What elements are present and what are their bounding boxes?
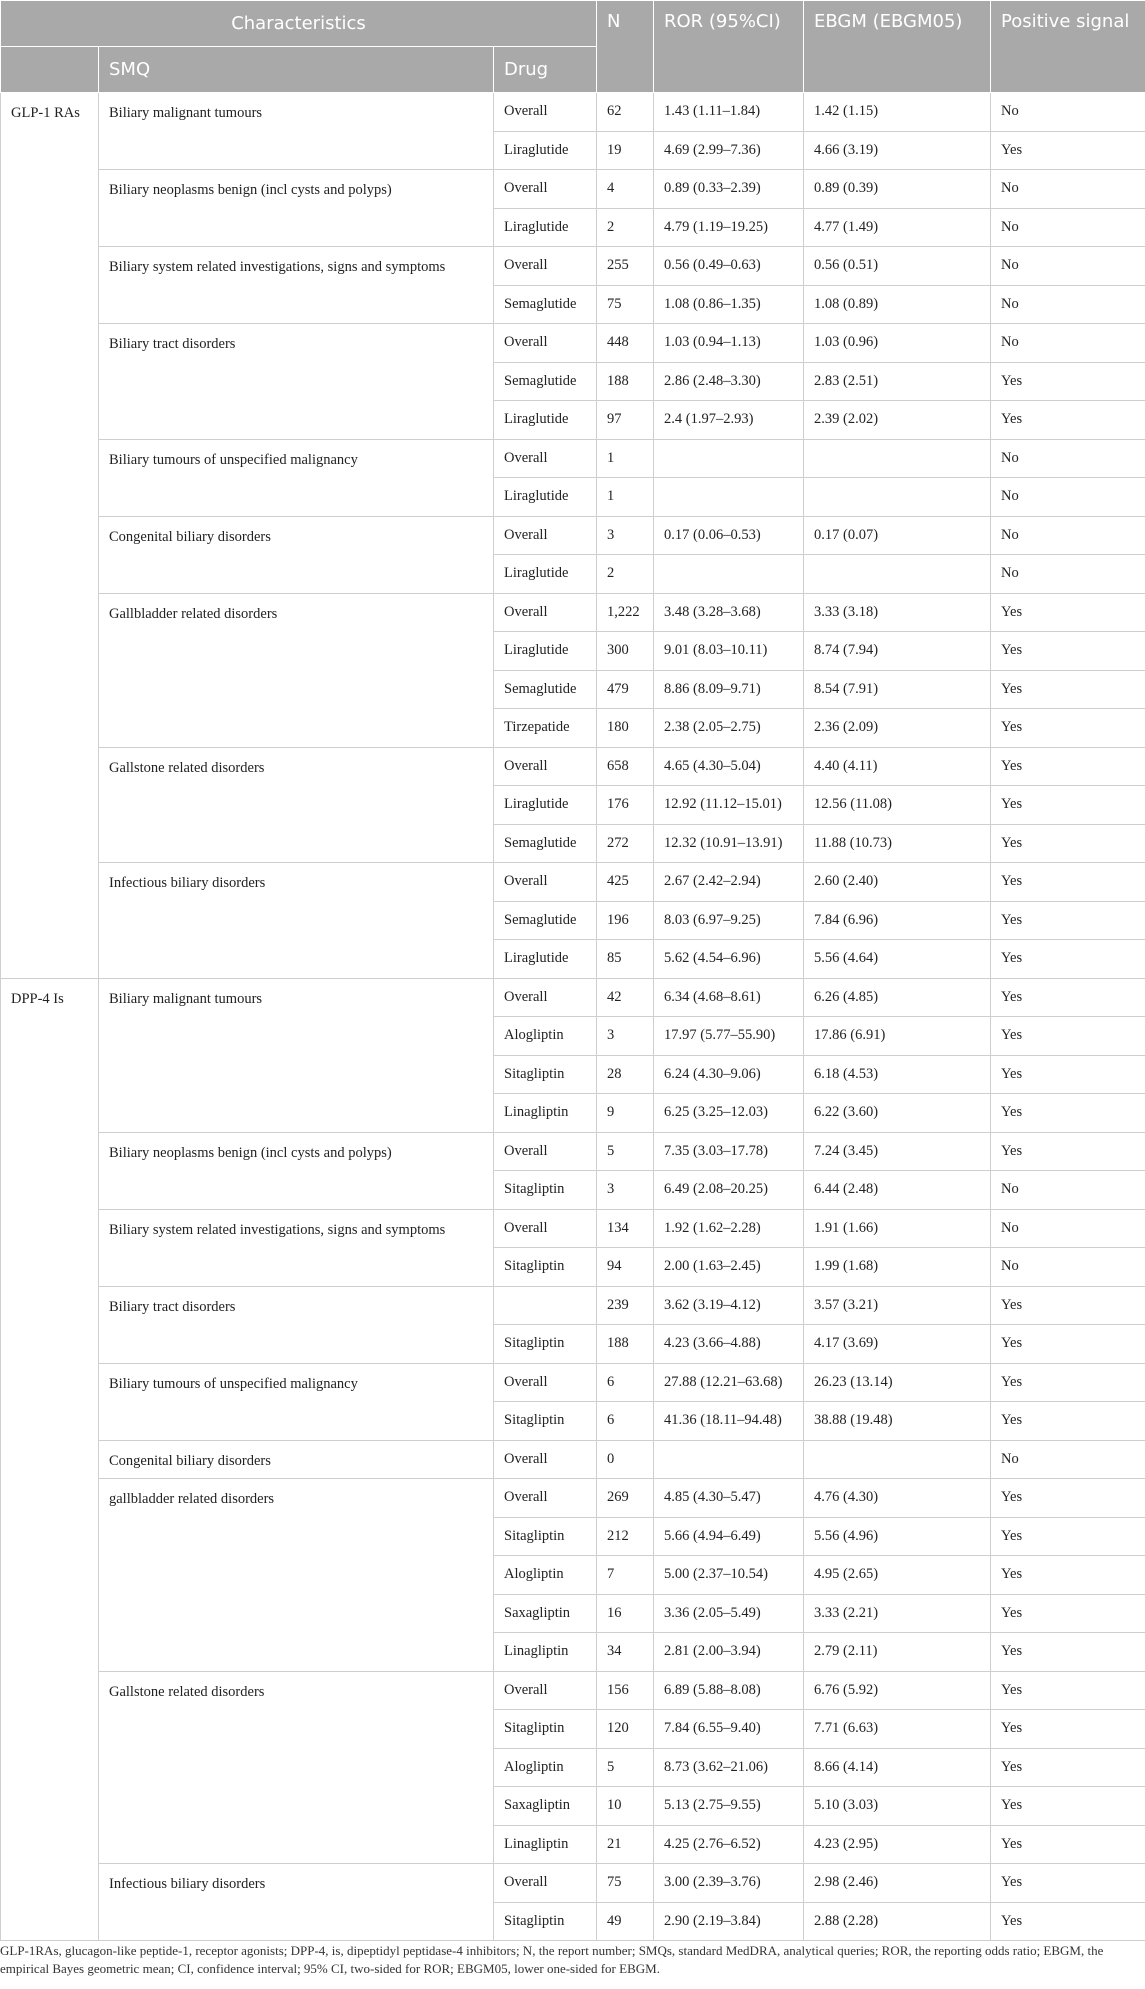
ror-cell: 5.13 (2.75–9.55) — [654, 1787, 804, 1826]
signal-cell: No — [991, 516, 1145, 555]
ebgm-cell — [804, 555, 991, 594]
signal-cell: Yes — [991, 1594, 1145, 1633]
signal-cell: No — [991, 208, 1145, 247]
n-cell: 75 — [597, 1864, 654, 1903]
signal-cell: No — [991, 1440, 1145, 1479]
ebgm-cell: 4.17 (3.69) — [804, 1325, 991, 1364]
table-row — [1, 324, 1145, 363]
ror-cell: 4.69 (2.99–7.36) — [654, 131, 804, 170]
drug-cell: Saxagliptin — [494, 1594, 597, 1633]
table-row — [1, 516, 1145, 555]
signal-cell: Yes — [991, 1479, 1145, 1518]
smq-cell: Gallstone related disorders — [99, 1671, 494, 1864]
signal-cell: Yes — [991, 1787, 1145, 1826]
drug-cell: Liraglutide — [494, 401, 597, 440]
drug-cell: Overall — [494, 747, 597, 786]
header-ror: ROR (95%CI) — [654, 1, 804, 93]
ebgm-cell: 4.95 (2.65) — [804, 1556, 991, 1595]
drug-cell: Liraglutide — [494, 555, 597, 594]
n-cell: 272 — [597, 824, 654, 863]
ror-cell — [654, 478, 804, 517]
ror-cell: 0.56 (0.49–0.63) — [654, 247, 804, 286]
drug-cell: Liraglutide — [494, 632, 597, 671]
drug-cell: Overall — [494, 93, 597, 132]
smq-cell: Biliary tumours of unspecified malignancy — [99, 1363, 494, 1440]
drug-cell: Overall — [494, 593, 597, 632]
n-cell: 7 — [597, 1556, 654, 1595]
drug-class-cell: GLP-1 RAs — [1, 93, 99, 979]
drug-cell: Alogliptin — [494, 1556, 597, 1595]
smq-cell: Infectious biliary disorders — [99, 1864, 494, 1941]
ror-cell: 41.36 (18.11–94.48) — [654, 1402, 804, 1441]
n-cell: 3 — [597, 516, 654, 555]
table-row — [1, 439, 1145, 478]
n-cell: 176 — [597, 786, 654, 825]
ror-cell: 7.84 (6.55–9.40) — [654, 1710, 804, 1749]
table-row — [1, 93, 1145, 132]
ebgm-cell: 7.71 (6.63) — [804, 1710, 991, 1749]
ebgm-cell: 26.23 (13.14) — [804, 1363, 991, 1402]
drug-cell: Semaglutide — [494, 670, 597, 709]
smq-cell: Biliary neoplasms benign (incl cysts and polyps) — [99, 1132, 494, 1209]
ebgm-cell: 2.79 (2.11) — [804, 1633, 991, 1672]
drug-cell: Sitagliptin — [494, 1325, 597, 1364]
ebgm-cell: 0.89 (0.39) — [804, 170, 991, 209]
drug-cell: Sitagliptin — [494, 1171, 597, 1210]
ebgm-cell: 6.26 (4.85) — [804, 978, 991, 1017]
ror-cell — [654, 1440, 804, 1479]
signal-cell: Yes — [991, 1633, 1145, 1672]
signal-cell: Yes — [991, 1132, 1145, 1171]
ebgm-cell: 2.88 (2.28) — [804, 1902, 991, 1941]
n-cell: 97 — [597, 401, 654, 440]
ror-cell: 6.49 (2.08–20.25) — [654, 1171, 804, 1210]
table-row — [1, 863, 1145, 902]
table-row — [1, 170, 1145, 209]
n-cell: 156 — [597, 1671, 654, 1710]
n-cell: 212 — [597, 1517, 654, 1556]
signal-cell: No — [991, 93, 1145, 132]
n-cell: 658 — [597, 747, 654, 786]
n-cell: 19 — [597, 131, 654, 170]
ebgm-cell: 1.08 (0.89) — [804, 285, 991, 324]
n-cell: 134 — [597, 1209, 654, 1248]
signal-cell: Yes — [991, 1556, 1145, 1595]
n-cell: 479 — [597, 670, 654, 709]
signal-cell: No — [991, 247, 1145, 286]
table-header — [1, 1, 1145, 93]
ror-cell: 2.38 (2.05–2.75) — [654, 709, 804, 748]
n-cell: 1 — [597, 478, 654, 517]
ebgm-cell: 2.39 (2.02) — [804, 401, 991, 440]
drug-cell: Saxagliptin — [494, 1787, 597, 1826]
ror-cell: 2.81 (2.00–3.94) — [654, 1633, 804, 1672]
drug-cell: Semaglutide — [494, 901, 597, 940]
signal-cell: Yes — [991, 1055, 1145, 1094]
ebgm-cell: 3.33 (3.18) — [804, 593, 991, 632]
ror-cell: 6.25 (3.25–12.03) — [654, 1094, 804, 1133]
drug-cell: Semaglutide — [494, 285, 597, 324]
ebgm-cell: 5.10 (3.03) — [804, 1787, 991, 1826]
table-row — [1, 747, 1145, 786]
drug-cell: Linagliptin — [494, 1633, 597, 1672]
n-cell: 5 — [597, 1132, 654, 1171]
ror-cell — [654, 439, 804, 478]
drug-cell: Liraglutide — [494, 786, 597, 825]
signal-cell: Yes — [991, 940, 1145, 979]
smq-cell: Biliary tract disorders — [99, 1286, 494, 1363]
ebgm-cell: 1.42 (1.15) — [804, 93, 991, 132]
signal-cell: Yes — [991, 824, 1145, 863]
signal-cell: No — [991, 1209, 1145, 1248]
smq-cell: Biliary malignant tumours — [99, 93, 494, 170]
n-cell: 10 — [597, 1787, 654, 1826]
ebgm-cell: 38.88 (19.48) — [804, 1402, 991, 1441]
ebgm-cell: 8.54 (7.91) — [804, 670, 991, 709]
table-body — [1, 93, 1145, 1941]
drug-cell: Sitagliptin — [494, 1517, 597, 1556]
table-row — [1, 1286, 1145, 1325]
smq-cell: Biliary malignant tumours — [99, 978, 494, 1132]
signal-cell: Yes — [991, 901, 1145, 940]
table-row — [1, 247, 1145, 286]
ror-cell: 4.25 (2.76–6.52) — [654, 1825, 804, 1864]
drug-cell: Alogliptin — [494, 1748, 597, 1787]
ror-cell: 4.85 (4.30–5.47) — [654, 1479, 804, 1518]
ror-cell: 5.66 (4.94–6.49) — [654, 1517, 804, 1556]
ebgm-cell: 6.76 (5.92) — [804, 1671, 991, 1710]
signal-cell: No — [991, 478, 1145, 517]
ror-cell: 2.90 (2.19–3.84) — [654, 1902, 804, 1941]
signal-cell: No — [991, 555, 1145, 594]
ebgm-cell: 8.74 (7.94) — [804, 632, 991, 671]
n-cell: 255 — [597, 247, 654, 286]
n-cell: 0 — [597, 1440, 654, 1479]
ror-cell — [654, 555, 804, 594]
ror-cell: 1.43 (1.11–1.84) — [654, 93, 804, 132]
smq-cell: Biliary system related investigations, signs and symptoms — [99, 247, 494, 324]
ror-cell: 0.17 (0.06–0.53) — [654, 516, 804, 555]
signal-cell: Yes — [991, 709, 1145, 748]
signal-cell: Yes — [991, 747, 1145, 786]
header-ebgm: EBGM (EBGM05) — [804, 1, 991, 93]
ebgm-cell: 6.22 (3.60) — [804, 1094, 991, 1133]
signal-cell: Yes — [991, 670, 1145, 709]
ror-cell: 4.79 (1.19–19.25) — [654, 208, 804, 247]
drug-cell: Overall — [494, 978, 597, 1017]
signal-cell: Yes — [991, 1325, 1145, 1364]
signal-cell: Yes — [991, 1671, 1145, 1710]
ebgm-cell: 0.56 (0.51) — [804, 247, 991, 286]
ebgm-cell: 2.36 (2.09) — [804, 709, 991, 748]
smq-cell: Biliary neoplasms benign (incl cysts and polyps) — [99, 170, 494, 247]
drug-cell: Overall — [494, 1209, 597, 1248]
smq-cell: Gallstone related disorders — [99, 747, 494, 863]
header-row-1 — [1, 1, 1145, 47]
drug-cell: Overall — [494, 1440, 597, 1479]
drug-cell: Semaglutide — [494, 824, 597, 863]
smq-cell: gallbladder related disorders — [99, 1479, 494, 1672]
ror-cell: 1.92 (1.62–2.28) — [654, 1209, 804, 1248]
signal-cell: No — [991, 439, 1145, 478]
drug-cell: Tirzepatide — [494, 709, 597, 748]
drug-cell: Liraglutide — [494, 131, 597, 170]
ebgm-cell: 4.77 (1.49) — [804, 208, 991, 247]
n-cell: 16 — [597, 1594, 654, 1633]
header-drug: Drug — [494, 47, 597, 93]
n-cell: 34 — [597, 1633, 654, 1672]
ror-cell: 2.86 (2.48–3.30) — [654, 362, 804, 401]
signal-cell: Yes — [991, 1710, 1145, 1749]
drug-cell: Linagliptin — [494, 1825, 597, 1864]
drug-cell: Semaglutide — [494, 362, 597, 401]
signal-cell: Yes — [991, 1286, 1145, 1325]
drug-cell: Sitagliptin — [494, 1055, 597, 1094]
signal-cell: Yes — [991, 978, 1145, 1017]
header-n: N — [597, 1, 654, 93]
table-row — [1, 1440, 1145, 1479]
drug-cell: Overall — [494, 1864, 597, 1903]
header-characteristics: Characteristics — [1, 1, 597, 47]
n-cell: 1,222 — [597, 593, 654, 632]
ebgm-cell: 7.24 (3.45) — [804, 1132, 991, 1171]
header-blank — [1, 47, 99, 93]
drug-cell: Overall — [494, 439, 597, 478]
ror-cell: 8.86 (8.09–9.71) — [654, 670, 804, 709]
smq-cell: Biliary tract disorders — [99, 324, 494, 440]
ebgm-cell: 6.18 (4.53) — [804, 1055, 991, 1094]
signal-cell: Yes — [991, 1363, 1145, 1402]
ror-cell: 8.03 (6.97–9.25) — [654, 901, 804, 940]
table-row — [1, 1209, 1145, 1248]
ror-cell: 4.65 (4.30–5.04) — [654, 747, 804, 786]
signal-cell: No — [991, 1248, 1145, 1287]
drug-cell: Liraglutide — [494, 940, 597, 979]
n-cell: 94 — [597, 1248, 654, 1287]
drug-cell: Linagliptin — [494, 1094, 597, 1133]
n-cell: 49 — [597, 1902, 654, 1941]
signal-cell: No — [991, 1171, 1145, 1210]
ebgm-cell: 2.98 (2.46) — [804, 1864, 991, 1903]
ror-cell: 9.01 (8.03–10.11) — [654, 632, 804, 671]
ebgm-cell — [804, 1440, 991, 1479]
n-cell: 62 — [597, 93, 654, 132]
signal-cell: No — [991, 324, 1145, 363]
drug-cell: Overall — [494, 1479, 597, 1518]
signal-cell: Yes — [991, 632, 1145, 671]
ror-cell: 6.89 (5.88–8.08) — [654, 1671, 804, 1710]
n-cell: 6 — [597, 1363, 654, 1402]
n-cell: 300 — [597, 632, 654, 671]
signal-cell: Yes — [991, 1748, 1145, 1787]
ror-cell: 5.62 (4.54–6.96) — [654, 940, 804, 979]
signal-cell: Yes — [991, 863, 1145, 902]
ebgm-cell: 3.33 (2.21) — [804, 1594, 991, 1633]
n-cell: 239 — [597, 1286, 654, 1325]
ebgm-cell: 2.60 (2.40) — [804, 863, 991, 902]
ror-cell: 5.00 (2.37–10.54) — [654, 1556, 804, 1595]
n-cell: 3 — [597, 1017, 654, 1056]
ebgm-cell: 4.66 (3.19) — [804, 131, 991, 170]
n-cell: 196 — [597, 901, 654, 940]
signal-cell: No — [991, 285, 1145, 324]
ebgm-cell: 11.88 (10.73) — [804, 824, 991, 863]
ror-cell: 4.23 (3.66–4.88) — [654, 1325, 804, 1364]
signal-cell: No — [991, 170, 1145, 209]
drug-cell: Liraglutide — [494, 208, 597, 247]
smq-cell: Congenital biliary disorders — [99, 516, 494, 593]
ror-cell: 1.08 (0.86–1.35) — [654, 285, 804, 324]
n-cell: 21 — [597, 1825, 654, 1864]
n-cell: 2 — [597, 555, 654, 594]
n-cell: 269 — [597, 1479, 654, 1518]
drug-cell: Overall — [494, 170, 597, 209]
drug-cell: Sitagliptin — [494, 1902, 597, 1941]
signal-cell: Yes — [991, 593, 1145, 632]
ebgm-cell: 1.91 (1.66) — [804, 1209, 991, 1248]
signal-cell: Yes — [991, 1017, 1145, 1056]
n-cell: 5 — [597, 1748, 654, 1787]
smq-cell: Gallbladder related disorders — [99, 593, 494, 747]
ror-cell: 7.35 (3.03–17.78) — [654, 1132, 804, 1171]
drug-cell: Liraglutide — [494, 478, 597, 517]
ror-cell: 27.88 (12.21–63.68) — [654, 1363, 804, 1402]
ebgm-cell: 12.56 (11.08) — [804, 786, 991, 825]
n-cell: 75 — [597, 285, 654, 324]
smq-cell: Infectious biliary disorders — [99, 863, 494, 979]
drug-cell: Overall — [494, 516, 597, 555]
ror-cell: 6.34 (4.68–8.61) — [654, 978, 804, 1017]
ebgm-cell: 5.56 (4.96) — [804, 1517, 991, 1556]
ror-cell: 3.62 (3.19–4.12) — [654, 1286, 804, 1325]
smq-cell: Congenital biliary disorders — [99, 1440, 494, 1479]
ebgm-cell: 4.40 (4.11) — [804, 747, 991, 786]
signal-cell: Yes — [991, 1864, 1145, 1903]
drug-cell: Overall — [494, 863, 597, 902]
n-cell: 4 — [597, 170, 654, 209]
n-cell: 180 — [597, 709, 654, 748]
signal-cell: Yes — [991, 786, 1145, 825]
n-cell: 188 — [597, 1325, 654, 1364]
signal-cell: Yes — [991, 1402, 1145, 1441]
ebgm-cell: 17.86 (6.91) — [804, 1017, 991, 1056]
signal-cell: Yes — [991, 362, 1145, 401]
table-row — [1, 1363, 1145, 1402]
ror-cell: 2.4 (1.97–2.93) — [654, 401, 804, 440]
ror-cell: 0.89 (0.33–2.39) — [654, 170, 804, 209]
ebgm-cell: 5.56 (4.64) — [804, 940, 991, 979]
n-cell: 425 — [597, 863, 654, 902]
ebgm-cell: 4.76 (4.30) — [804, 1479, 991, 1518]
signal-cell: Yes — [991, 1094, 1145, 1133]
ebgm-cell — [804, 439, 991, 478]
drug-class-cell: DPP-4 Is — [1, 978, 99, 1941]
ebgm-cell: 0.17 (0.07) — [804, 516, 991, 555]
ebgm-cell: 7.84 (6.96) — [804, 901, 991, 940]
n-cell: 6 — [597, 1402, 654, 1441]
ror-cell: 8.73 (3.62–21.06) — [654, 1748, 804, 1787]
ebgm-cell: 2.83 (2.51) — [804, 362, 991, 401]
ebgm-cell: 1.03 (0.96) — [804, 324, 991, 363]
table-row — [1, 1671, 1145, 1710]
smq-cell: Biliary tumours of unspecified malignancy — [99, 439, 494, 516]
header-smq: SMQ — [99, 47, 494, 93]
n-cell: 120 — [597, 1710, 654, 1749]
signal-cell: Yes — [991, 1825, 1145, 1864]
ebgm-cell: 3.57 (3.21) — [804, 1286, 991, 1325]
n-cell: 42 — [597, 978, 654, 1017]
ebgm-cell: 6.44 (2.48) — [804, 1171, 991, 1210]
ebgm-cell: 1.99 (1.68) — [804, 1248, 991, 1287]
smq-cell: Biliary system related investigations, signs and symptoms — [99, 1209, 494, 1286]
ror-cell: 12.92 (11.12–15.01) — [654, 786, 804, 825]
ebgm-cell: 8.66 (4.14) — [804, 1748, 991, 1787]
ebgm-cell: 4.23 (2.95) — [804, 1825, 991, 1864]
drug-cell: Overall — [494, 1671, 597, 1710]
signal-cell: Yes — [991, 401, 1145, 440]
drug-cell: Overall — [494, 247, 597, 286]
ror-cell: 3.36 (2.05–5.49) — [654, 1594, 804, 1633]
signal-cell: Yes — [991, 131, 1145, 170]
drug-cell: Sitagliptin — [494, 1248, 597, 1287]
drug-cell: Alogliptin — [494, 1017, 597, 1056]
table-row — [1, 978, 1145, 1017]
table-footnote: GLP-1RAs, glucagon-like peptide-1, receptor agonists; DPP-4, is, dipeptidyl peptidase-4 inhibitors; N, the report number; SMQs, standard MedDRA, analytical queries; ROR, the reporting odds ratio; EBGM, the empirical Bayes geometric mean; CI, confidence interval; 95% CI, two-sided for ROR; EBGM05, lower one-sided for EBGM. — [0, 1943, 1104, 1976]
n-cell: 9 — [597, 1094, 654, 1133]
drug-cell — [494, 1286, 597, 1325]
signal-cell: Yes — [991, 1902, 1145, 1941]
signal-cell: Yes — [991, 1517, 1145, 1556]
ror-cell: 2.00 (1.63–2.45) — [654, 1248, 804, 1287]
drug-cell: Sitagliptin — [494, 1402, 597, 1441]
ror-cell: 12.32 (10.91–13.91) — [654, 824, 804, 863]
n-cell: 188 — [597, 362, 654, 401]
ror-cell: 3.00 (2.39–3.76) — [654, 1864, 804, 1903]
n-cell: 1 — [597, 439, 654, 478]
header-positive-signal: Positive signal — [991, 1, 1145, 93]
n-cell: 2 — [597, 208, 654, 247]
table-row — [1, 1864, 1145, 1903]
table-row — [1, 1479, 1145, 1518]
drug-cell: Overall — [494, 1132, 597, 1171]
ror-cell: 6.24 (4.30–9.06) — [654, 1055, 804, 1094]
ror-cell: 17.97 (5.77–55.90) — [654, 1017, 804, 1056]
n-cell: 448 — [597, 324, 654, 363]
n-cell: 28 — [597, 1055, 654, 1094]
ror-cell: 3.48 (3.28–3.68) — [654, 593, 804, 632]
ror-cell: 1.03 (0.94–1.13) — [654, 324, 804, 363]
ebgm-cell — [804, 478, 991, 517]
table-row — [1, 1132, 1145, 1171]
drug-cell: Overall — [494, 324, 597, 363]
table-row — [1, 593, 1145, 632]
ror-cell: 2.67 (2.42–2.94) — [654, 863, 804, 902]
drug-cell: Overall — [494, 1363, 597, 1402]
n-cell: 3 — [597, 1171, 654, 1210]
n-cell: 85 — [597, 940, 654, 979]
drug-cell: Sitagliptin — [494, 1710, 597, 1749]
